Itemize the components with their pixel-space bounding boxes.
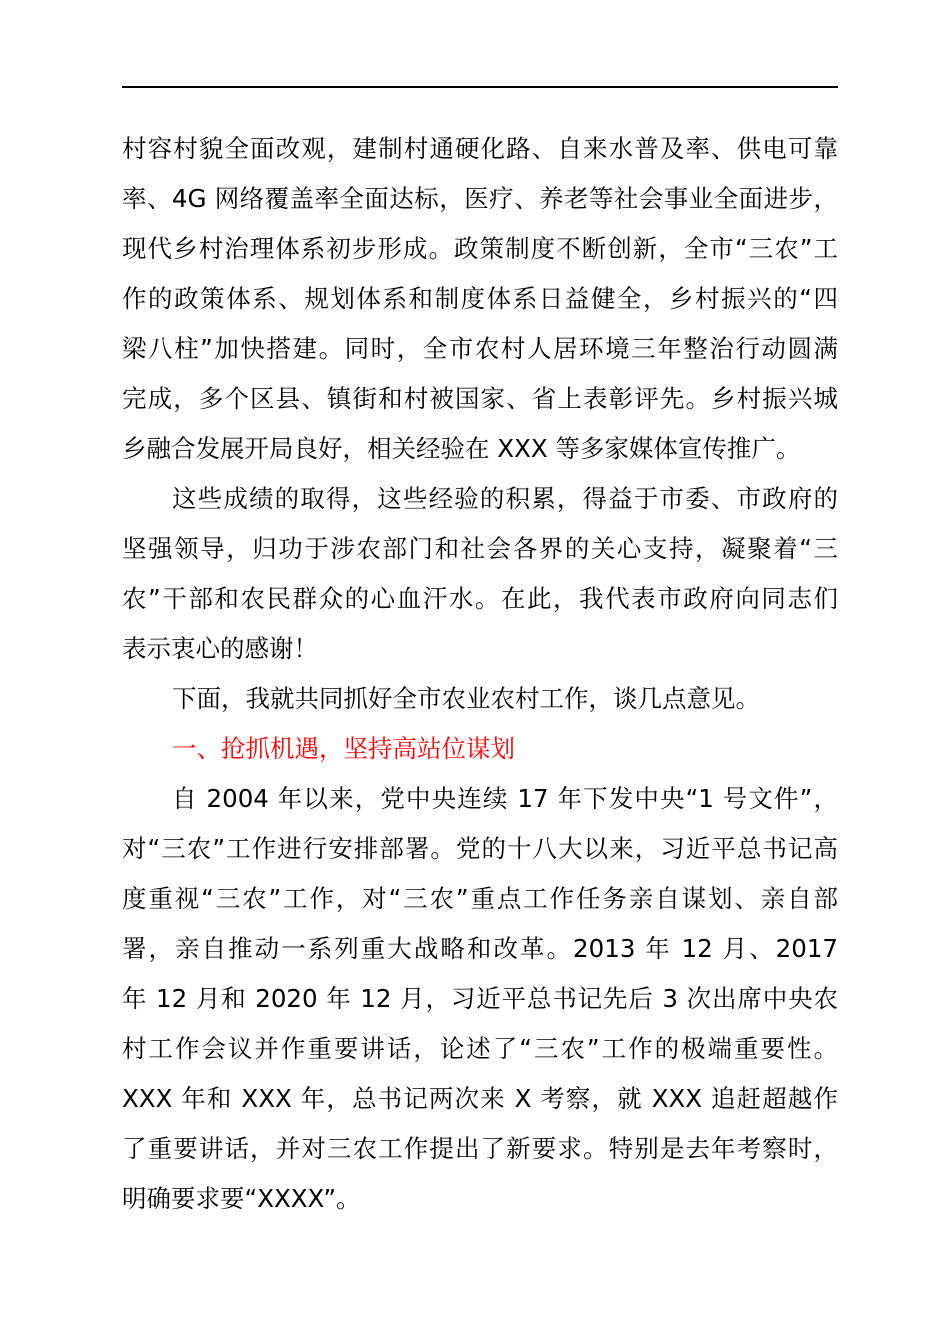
text-line: 明确要求要“XXXX”。 [122, 1184, 361, 1213]
paragraph-thanks [122, 474, 838, 674]
text-line: 自 2004 年以来，党中央连续 17 年下发中央“1 号文件”， [172, 784, 838, 813]
paragraph-achievements [122, 124, 838, 474]
text-line: 完成，多个区县、镇街和村被国家、省上表彰评先。乡村振兴城 [122, 384, 838, 413]
text-line: 署，亲自推动一系列重大战略和改革。2013 年 12 月、2017 [122, 934, 838, 963]
text-line: 对“三农”工作进行安排部署。党的十八大以来，习近平总书记高 [122, 834, 838, 863]
paragraph-intro [122, 674, 838, 724]
text-line: XXX 年和 XXX 年，总书记两次来 X 考察，就 XXX 追赶超越作 [122, 1084, 838, 1113]
text-line: 年 12 月和 2020 年 12 月，习近平总书记先后 3 次出席中央农 [122, 984, 838, 1013]
text-line: 坚强领导，归功于涉农部门和社会各界的关心支持，凝聚着“三 [122, 534, 838, 563]
text-line: 这些成绩的取得，这些经验的积累，得益于市委、市政府的 [172, 484, 838, 513]
text-line: 下面，我就共同抓好全市农业农村工作，谈几点意见。 [172, 684, 760, 713]
text-line: 农”干部和农民群众的心血汗水。在此，我代表市政府向同志们 [122, 584, 838, 613]
text-line: 度重视“三农”工作，对“三农”重点工作任务亲自谋划、亲自部 [122, 884, 838, 913]
text-line: 现代乡村治理体系初步形成。政策制度不断创新，全市“三农”工 [122, 234, 838, 263]
document-body [122, 124, 838, 1224]
paragraph-policy [122, 774, 838, 1224]
text-line: 率、4G 网络覆盖率全面达标，医疗、养老等社会事业全面进步， [122, 184, 838, 213]
text-line: 村工作会议并作重要讲话，论述了“三农”工作的极端重要性。 [122, 1034, 838, 1063]
section-heading-text: 一、抢抓机遇，坚持高站位谋划 [172, 734, 515, 763]
text-line: 梁八柱”加快搭建。同时，全市农村人居环境三年整治行动圆满 [122, 334, 838, 363]
header-rule [122, 86, 838, 88]
text-line: 了重要讲话，并对三农工作提出了新要求。特别是去年考察时， [122, 1134, 838, 1163]
section-heading [122, 724, 838, 774]
text-line: 乡融合发展开局良好，相关经验在 XXX 等多家媒体宣传推广。 [122, 434, 801, 463]
text-line: 作的政策体系、规划体系和制度体系日益健全，乡村振兴的“四 [122, 284, 838, 313]
text-line: 村容村貌全面改观，建制村通硬化路、自来水普及率、供电可靠 [122, 134, 838, 163]
text-line: 表示衷心的感谢！ [122, 634, 318, 663]
